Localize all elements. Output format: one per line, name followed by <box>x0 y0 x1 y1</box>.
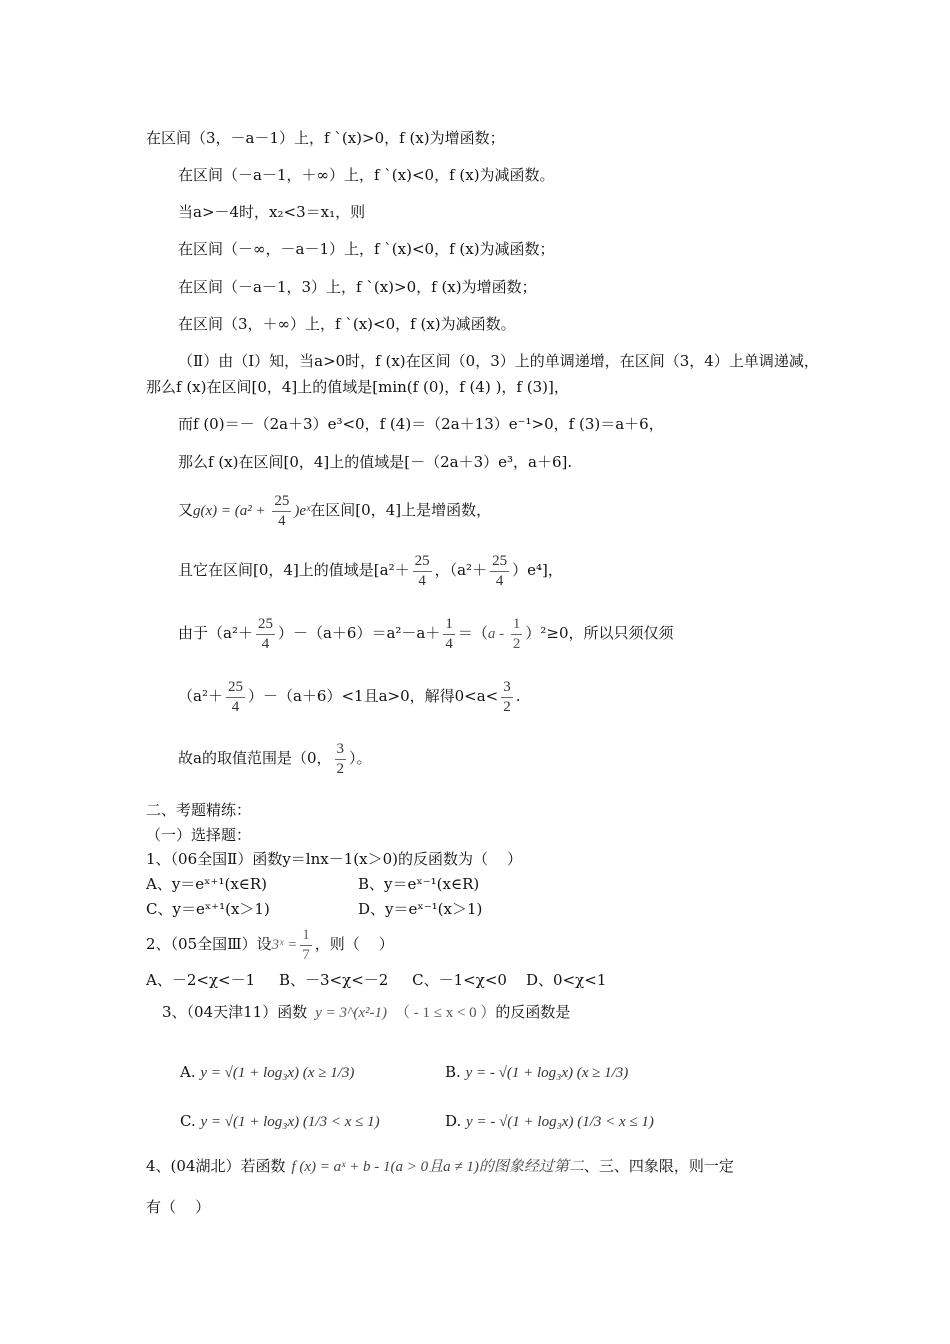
option-a: A、y＝eˣ⁺¹(x∈R) <box>146 875 268 893</box>
option-d: D、y＝eˣ⁻¹(x＞1) <box>358 900 483 918</box>
fraction: $\frac{25}{4}$ <box>257 615 273 652</box>
fraction: $\frac{3}{2}$ <box>336 740 344 777</box>
option-c: C、y＝eˣ⁺¹(x＞1) <box>146 900 270 918</box>
formula: 3ˣ = <box>271 937 298 953</box>
text-line: 又g(x) = (a² + $\frac{25}{4}$ )eˣ在区间[0，4]上是增函数， <box>178 492 492 529</box>
text-line: 在区间（3，－a－1）上，f `(x)>0，f (x)为增函数； <box>146 129 505 147</box>
formula: f (x) = aˣ + b - 1(a > 0且a ≠ 1)的图象经过第二 <box>291 1159 584 1175</box>
q3-option-b: B. y = - √(1 + log₃x) (x ≥ 1/3) <box>445 1063 629 1081</box>
question-1: 1、（06全国Ⅱ）函数y＝lnx－1(x＞0)的反函数为（ ） <box>146 850 523 868</box>
subsection-heading: （一）选择题： <box>146 826 252 844</box>
q3-option-a: A. y = √(1 + log₃x) (x ≥ 1/3) <box>180 1063 355 1081</box>
fraction: $\frac{1}{4}$ <box>445 615 453 652</box>
text-line: 在区间（－a－1，＋∞）上，f `(x)<0，f (x)为减函数。 <box>178 166 555 184</box>
formula: y = - √(1 + log₃x) (x ≥ 1/3) <box>465 1065 629 1081</box>
text-line: 且它在区间[0，4]上的值域是[a²＋ $\frac{25}{4}$ ，（a²＋ $\frac{25}{4}$ ）e⁴]， <box>178 552 563 589</box>
question-2: 2、（05全国Ⅲ）设3ˣ = $\frac{1}{7}$ ，则（ ） <box>146 926 394 963</box>
fraction: $\frac{1}{2}$ <box>512 615 521 652</box>
fraction: $\frac{25}{4}$ <box>492 552 508 589</box>
question-3: 3、（04天津11）函数 y = 3^(x²-1) （ - 1 ≤ x < 0 ）的反函数是 <box>162 1003 571 1021</box>
formula: a - <box>487 626 508 642</box>
text-line: 在区间（－∞，－a－1）上，f `(x)<0，f (x)为减函数； <box>178 240 555 258</box>
formula: y = √(1 + log₃x) (1/3 < x ≤ 1) <box>200 1114 380 1130</box>
fraction: $\frac{3}{2}$ <box>503 678 511 715</box>
text-line: （Ⅱ）由（Ⅰ）知，当a>0时，f (x)在区间（0，3）上的单调递增，在区间（3，4）上单调递减， <box>178 352 819 370</box>
formula: y = √(1 + log₃x) (x ≥ 1/3) <box>200 1065 355 1081</box>
question-4: 4、(04湖北）若函数 f (x) = aˣ + b - 1(a > 0且a ≠ 1)的图象经过第二、三、四象限，则一定 <box>146 1157 734 1175</box>
formula: g(x) = (a² + <box>193 503 270 519</box>
text-line: 在区间（3，＋∞）上，f `(x)<0，f (x)为减函数。 <box>178 315 516 333</box>
formula: y = - √(1 + log₃x) (1/3 < x ≤ 1) <box>466 1114 654 1130</box>
text-line: 由于（a²＋ $\frac{25}{4}$ ）－（a＋6）＝a²－a＋ $\frac{1}{4}$ ＝（a - $\frac{1}{2}$ ）²≥0，所以只须仅须 <box>178 615 674 652</box>
fraction: $\frac{25}{4}$ <box>227 678 243 715</box>
q3-option-d: D. y = - √(1 + log₃x) (1/3 < x ≤ 1) <box>445 1112 654 1130</box>
question-2-options: A、－2<χ<－1 B、－3<χ<－2 C、－1<χ<0 D、0<χ<1 <box>146 971 607 989</box>
text-line: 在区间（－a－1，3）上，f `(x)>0，f (x)为增函数； <box>178 278 537 296</box>
formula: )eˣ <box>294 503 311 519</box>
text-line: （a²＋ $\frac{25}{4}$ ）－（a＋6）<1且a>0，解得0<a< $\frac{3}{2}$ . <box>178 678 521 715</box>
fraction: $\frac{25}{4}$ <box>274 492 290 529</box>
text-line: 那么f (x)在区间[0，4]上的值域是[－（2a＋3）e³，a＋6]. <box>178 453 573 471</box>
section-heading: 二、考题精练： <box>146 801 252 819</box>
domain-condition: （ - 1 ≤ x < 0 ） <box>394 1005 496 1021</box>
text-line: 而f (0)＝－（2a＋3）e³<0，f (4)＝（2a＋13）e⁻¹>0，f (3)＝a＋6， <box>178 415 664 433</box>
option-b: B、y＝eˣ⁻¹(x∈R) <box>358 875 480 893</box>
text-line: 故a的取值范围是（0， $\frac{3}{2}$ ）。 <box>178 740 372 777</box>
text-line: 当a>－4时，x₂<3＝x₁，则 <box>178 203 366 221</box>
fraction: $\frac{1}{7}$ <box>302 926 310 963</box>
formula: y = 3^(x²-1) <box>315 1005 387 1021</box>
question-4-tail: 有（ ） <box>146 1198 211 1216</box>
q3-option-c: C. y = √(1 + log₃x) (1/3 < x ≤ 1) <box>180 1112 380 1130</box>
text-line: 那么f (x)在区间[0，4]上的值域是[min(f (0)，f (4) )，f (3)]， <box>146 378 569 396</box>
fraction: $\frac{25}{4}$ <box>414 552 430 589</box>
